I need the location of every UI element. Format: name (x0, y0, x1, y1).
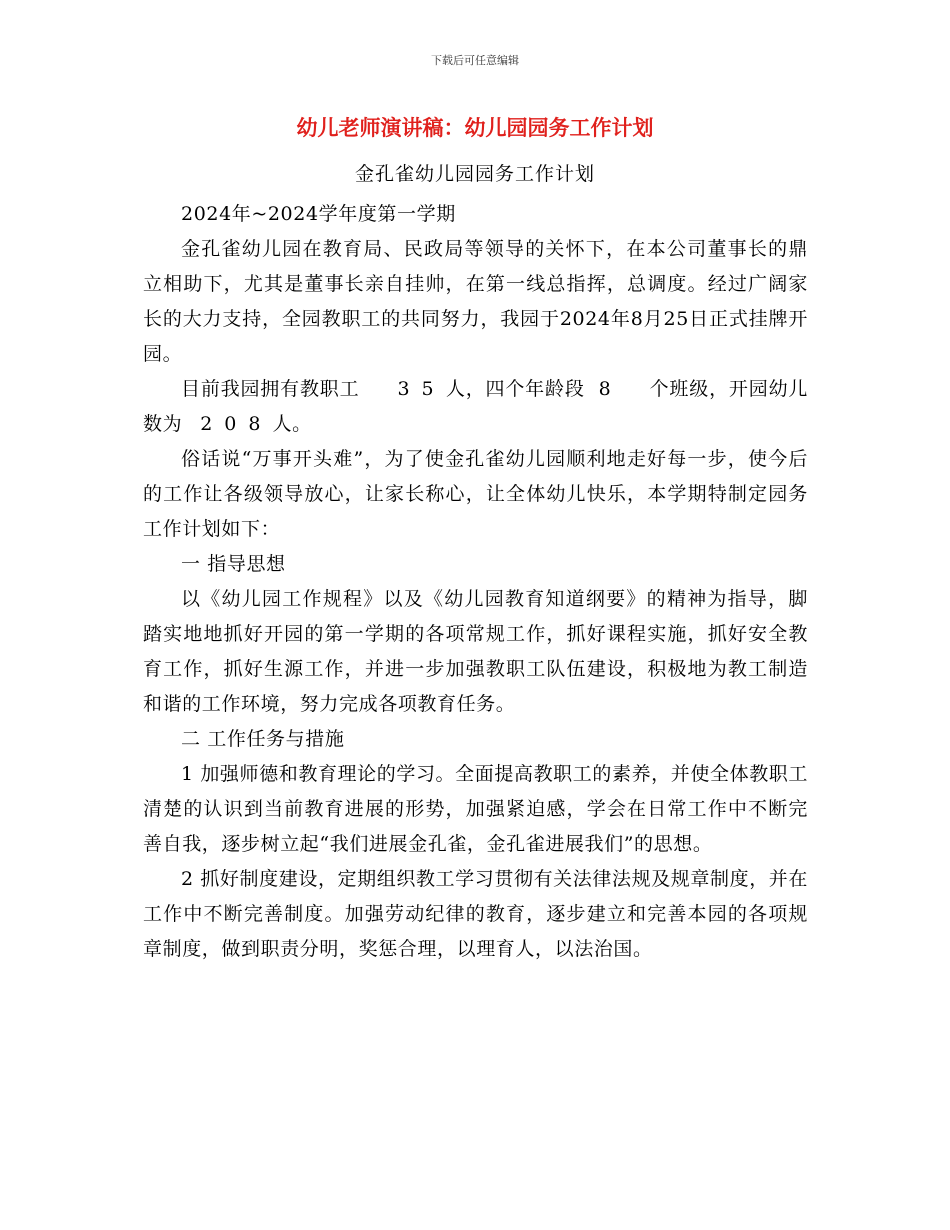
child-count: 208 (200, 413, 273, 435)
item2-paragraph: 2 抓好制度建设，定期组织教工学习贯彻有关法律法规及规章制度，并在工作中不断完善制度。加强劳动纪律的教育，逐步建立和完善本园的各项规章制度，做到职责分明，奖惩合理，以理育人，以法治国。 (143, 868, 808, 960)
page-header-note: 下载后可任意编辑 (431, 54, 519, 67)
staff-count: 35 (397, 378, 446, 400)
staff-mid1: 人，四个年龄段 (445, 378, 585, 400)
section1-paragraph: 以《幼儿园工作规程》以及《幼儿园教育知道纲要》的精神为指导，脚踏实地地抓好开园的第一学期的各项常规工作，抓好课程实施，抓好安全教育工作，抓好生源工作，并进一步加强教职工队伍建设，积极地为教工制造和谐的工作环境，努力完成各项教育任务。 (143, 588, 808, 715)
section2-heading: 二 工作任务与措施 (181, 728, 345, 750)
document-title: 幼儿老师演讲稿：幼儿园园务工作计划 (296, 115, 654, 140)
document-subtitle: 金孔雀幼儿园园务工作计划 (354, 163, 595, 185)
intro-paragraph: 金孔雀幼儿园在教育局、民政局等领导的关怀下，在本公司董事长的鼎立相助下，尤其是董事长亲自挂帅，在第一线总指挥，总调度。经过广阔家长的大力支持，全园教职工的共同努力，我园于2024年8月25日正式挂牌开园。 (143, 238, 808, 365)
item1-paragraph: 1 加强师德和教育理论的学习。全面提高教职工的素养，并使全体教职工清楚的认识到当前教育进展的形势，加强紧迫感，学会在日常工作中不断完善自我，逐步树立起“我们进展金孔雀，金孔雀进展我们”的思想。 (143, 763, 808, 855)
document-body (143, 197, 808, 967)
staff-prefix: 目前我园拥有教职工 (181, 378, 360, 400)
staff-suffix: 人。 (272, 413, 312, 435)
semester-line: 2024年~2024学年度第一学期 (181, 203, 456, 225)
saying-paragraph: 俗话说“万事开头难”，为了使金孔雀幼儿园顺利地走好每一步，使今后的工作让各级领导放心，让家长称心，让全体幼儿快乐，本学期特制定园务工作计划如下： (143, 448, 808, 540)
section1-heading: 一 指导思想 (181, 553, 286, 575)
staff-paragraph (143, 372, 808, 442)
class-count: 8 (598, 378, 612, 400)
staff-mid2: 个班级，开园幼儿数为 (143, 378, 808, 435)
